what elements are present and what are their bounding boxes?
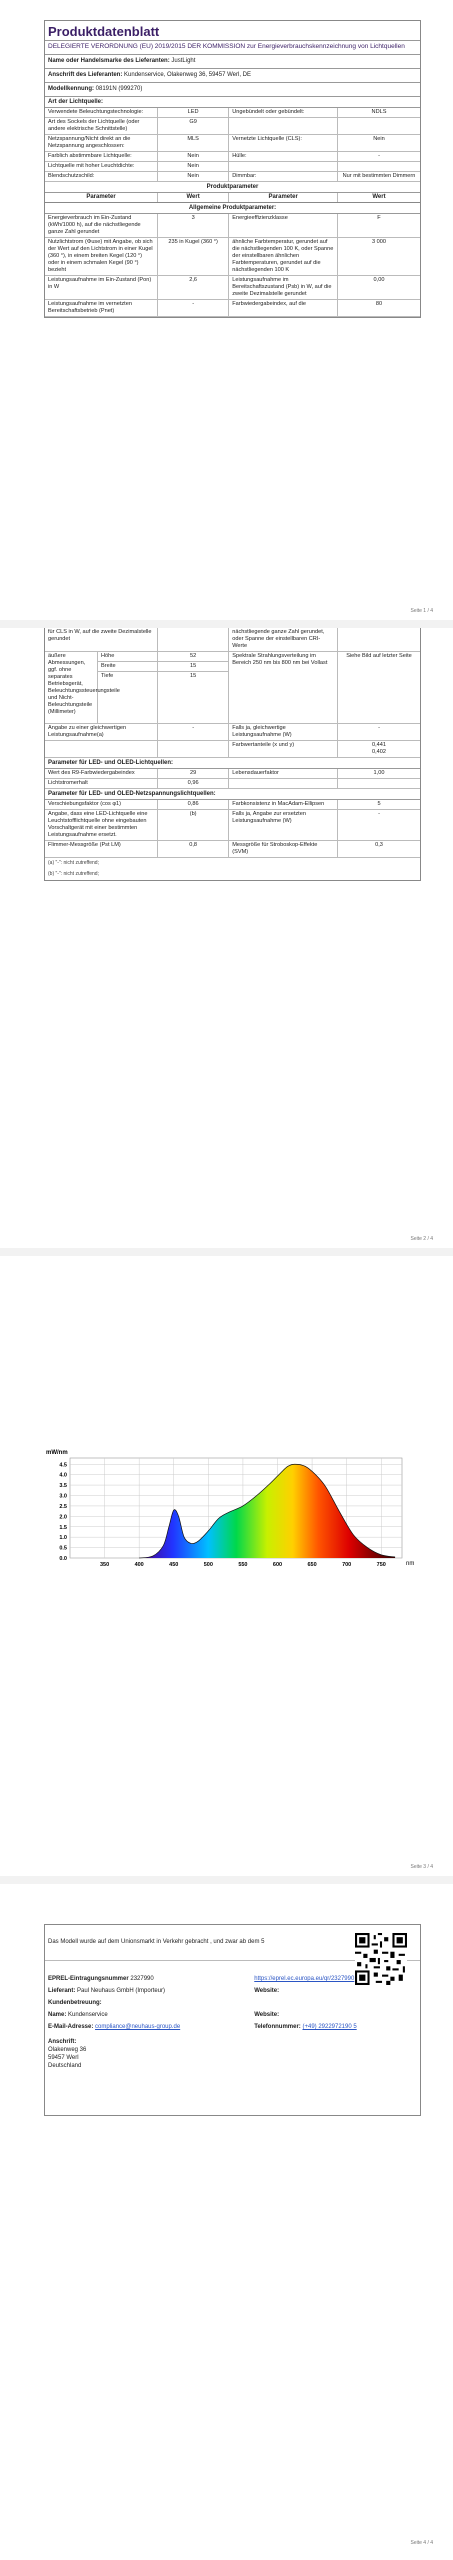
mains-params-heading: Parameter für LED- und OLED-Netzspannungslichtquellen: (45, 789, 420, 800)
type-row (45, 172, 420, 182)
param-value: - (338, 724, 421, 741)
led-param-row (45, 769, 420, 779)
page-3 (0, 1256, 453, 1876)
general-params-heading: Allgemeine Produktparameter: (45, 203, 420, 214)
param-label: Netzspannung/Nicht direkt an die Netzspannung angeschlossen: (45, 135, 158, 152)
market-intro: Das Modell wurde auf dem Unionsmarkt in Verkehr gebracht , und zwar ab dem 5 (45, 1925, 420, 1961)
datasheet-frame-continued (44, 628, 421, 881)
general-params-table (45, 214, 420, 317)
param-value (158, 628, 229, 652)
light-source-type-table (45, 108, 420, 182)
y-tick-label: 2.0 (59, 1514, 67, 1521)
datasheet-frame (44, 20, 421, 318)
param-label: Wert des R9-Farbwiedergabeindex (45, 769, 158, 779)
param-value: 0,00 (338, 276, 421, 300)
x-tick-label: 350 (99, 1562, 110, 1568)
param-label: Farbwertanteile (x und y) (229, 741, 338, 758)
param-label (229, 779, 338, 789)
param-label: nächstliegende ganze Zahl gerundet, oder Spanne der einstellbaren CRI-Werte (229, 628, 338, 652)
page-number: Seite 3 / 4 (410, 1864, 433, 1870)
phone-link[interactable]: (+49) 2922972190 5 (302, 2024, 357, 2030)
type-row (45, 162, 420, 172)
param-label: Energieeffizienzklasse (229, 214, 338, 238)
type-row (45, 135, 420, 152)
param-label: Vernetzte Lichtquelle (CLS): (229, 135, 338, 152)
y-tick-label: 4.0 (59, 1472, 67, 1479)
dimensions-table (45, 652, 420, 724)
supplier-name-line: Name oder Handelsmarke des Lieferanten: JustLight (45, 55, 420, 69)
params-header-row: Parameter Wert Parameter Wert (45, 193, 420, 203)
x-tick-label: 600 (272, 1562, 283, 1568)
general-param-row (45, 276, 420, 300)
param-label (229, 118, 338, 135)
param-label: Energieverbrauch im Ein-Zustand (kWh/1000 h), auf die nächstliegende ganze Zahl gerundet (45, 214, 158, 238)
mains-params-table (45, 800, 420, 858)
param-label: Farbwiedergabeindex, auf die (229, 300, 338, 317)
light-source-type-heading: Art der Lichtquelle: (45, 97, 420, 108)
service-name-value: Kundenservice (68, 2012, 108, 2018)
equivalent-row (45, 724, 420, 741)
eprel-row: EPREL-Eintragungsnummer 2327990 https://eprel.ec.europa.eu/qr/2327990 (48, 1976, 355, 1982)
param-label: Flimmer-Messgröße (Pst LM) (45, 841, 158, 858)
page-number: Seite 1 / 4 (410, 608, 433, 614)
param-label: Art des Sockels der Lichtquelle (oder andere elektrische Schnittstelle) (45, 118, 158, 135)
param-label: Lichtquelle mit hoher Leuchtdichte: (45, 162, 158, 172)
param-value (338, 162, 421, 172)
param-value: 3 000 (338, 238, 421, 276)
general-param-row (45, 300, 420, 317)
param-value: Nein (158, 172, 229, 182)
param-label: Angabe zu einer gleichwertigen Leistungsaufnahme(a) (45, 724, 158, 741)
param-label: Falls ja, Angabe zur ersetzten Leistungsaufnahme (W) (229, 810, 338, 841)
x-tick-label: 400 (134, 1562, 144, 1568)
param-value: 0,441 0,402 (338, 741, 421, 758)
param-label (45, 741, 158, 758)
y-tick-label: 3.5 (59, 1483, 67, 1490)
type-row (45, 152, 420, 162)
general-param-row (45, 238, 420, 276)
y-axis-label: mW/nm (46, 1450, 68, 1456)
x-tick-label: 550 (238, 1562, 248, 1568)
x-tick-label: 750 (376, 1562, 386, 1568)
supplier-row: Lieferant: Paul Neuhaus GmbH (Importeur) Website: (48, 1988, 280, 1994)
eprel-link[interactable]: https://eprel.ec.europa.eu/qr/2327990 (254, 1976, 355, 1982)
params-heading: Produktparameter (45, 182, 420, 193)
param-value (338, 628, 421, 652)
param-value: - (158, 724, 229, 741)
qr-code-icon[interactable] (355, 1933, 407, 1985)
address-line-2: 59457 Werl (48, 2055, 79, 2061)
registration-frame (44, 1924, 421, 2116)
param-label: Dimmbar: (229, 172, 338, 182)
param-value: 29 (158, 769, 229, 779)
service-row: Kundenbetreuung: (48, 2000, 102, 2006)
spectral-value: Siehe Bild auf letzter Seite (338, 652, 421, 724)
x-tick-label: 700 (342, 1562, 352, 1568)
param-label: Blendschutzschild: (45, 172, 158, 182)
address-row: Anschrift: Olakenweg 36 59457 Werl Deutschland (45, 2032, 420, 2071)
param-value: F (338, 214, 421, 238)
page-number: Seite 2 / 4 (410, 1236, 433, 1242)
y-tick-label: 1.5 (59, 1524, 67, 1531)
param-value: NDLS (338, 108, 421, 118)
param-label: Nutzlichtstrom (Φuse) mit Angabe, ob sich der Wert auf den Lichtstrom in einer Kugel (360 °), in einem breiten Kegel (120 °) oder in einem schmalen Kegel (90 °) bezieht (45, 238, 158, 276)
dimensions-label: äußere Abmessungen, ggf. ohne separates Betriebsgerät, Beleuchtungssteuerungsteile und Nicht-Beleuchtungsteile (Millimeter) (45, 652, 98, 724)
param-value: 0,8 (158, 841, 229, 858)
y-tick-label: 2.5 (59, 1503, 67, 1510)
param-label: Lebensdauerfaktor (229, 769, 338, 779)
param-value: LED (158, 108, 229, 118)
spectral-label: Spektrale Strahlungsverteilung im Bereich 250 nm bis 800 nm bei Vollast (229, 652, 338, 724)
param-value: Nur mit bestimmten Dimmern (338, 172, 421, 182)
page-number: Seite 4 / 4 (410, 2540, 433, 2546)
param-value: MLS (158, 135, 229, 152)
x-axis-label: nm (406, 1561, 415, 1567)
param-value: - (158, 300, 229, 317)
param-value: 235 in Kugel (360 °) (158, 238, 229, 276)
led-param-row (45, 779, 420, 789)
y-tick-label: 1.0 (59, 1535, 67, 1542)
param-label: Verwendete Beleuchtungstechnologie: (45, 108, 158, 118)
param-value: 3 (158, 214, 229, 238)
y-tick-label: 3.0 (59, 1493, 67, 1500)
led-params-table (45, 769, 420, 789)
footnote-a: (a) "-": nicht zutreffend; (48, 860, 99, 866)
led-params-heading: Parameter für LED- und OLED-Lichtquellen: (45, 758, 420, 769)
param-value: Nein (158, 152, 229, 162)
param-label: Angabe, dass eine LED-Lichtquelle eine Leuchtstofflichtquelle ohne eingebauten Vorschaltgerät mit einer bestimmten Leistungsaufnahme ersetzt. (45, 810, 158, 841)
mains-param-row (45, 810, 420, 841)
mains-param-row (45, 841, 420, 858)
page-title: Produktdatenblatt (45, 21, 420, 41)
param-value: 0,3 (338, 841, 421, 858)
x-tick-label: 650 (307, 1562, 317, 1568)
param-value: 5 (338, 800, 421, 810)
address-line-3: Deutschland (48, 2063, 82, 2069)
name-row: Name: Kundenservice Website: (48, 2012, 280, 2018)
continued-param-row (45, 628, 420, 652)
spectral-chart (44, 1446, 419, 1591)
contact-row: E-Mail-Adresse: compliance@neuhaus-group.de Telefonnummer: (+49) 2922972190 5 (48, 2024, 357, 2030)
param-label: Leistungsaufnahme im vernetzten Bereitschaftsbetrieb (Pnet) (45, 300, 158, 317)
param-value: 2,6 (158, 276, 229, 300)
param-label: für CLS in W, auf die zweite Dezimalstelle gerundet (45, 628, 158, 652)
param-value: Nein (158, 162, 229, 172)
equivalent-row (45, 741, 420, 758)
mains-param-row (45, 800, 420, 810)
param-value (338, 118, 421, 135)
type-row (45, 108, 420, 118)
footnote-b: (b) "-": nicht zutreffend; (48, 871, 99, 877)
supplier-address-line: Anschrift des Lieferanten: Kundenservice, Olakenweg 36, 59457 Werl, DE (45, 69, 420, 83)
eprel-number: 2327990 (130, 1976, 154, 1982)
param-label: ähnliche Farbtemperatur, gerundet auf die nächstliegenden 100 K, oder Spanne der einstellbaren ähnlichen Farbtemperaturen, gerundet auf die nächstliegenden 100 K (229, 238, 338, 276)
type-row (45, 118, 420, 135)
param-label: Lichtstromerhalt (45, 779, 158, 789)
param-value: Nein (338, 135, 421, 152)
dimension-row-depth: Tiefe 15 (45, 672, 420, 724)
dimension-row-height: äußere Abmessungen, ggf. ohne separates Betriebsgerät, Beleuchtungssteuerungsteile und Nicht-Beleuchtungsteile (Millimeter) Höhe 52 Spektrale Strahlungsverteilung im Bereich 250 nm bis 800 nm bei Vollast Siehe Bild auf letzter Seite (45, 652, 420, 662)
param-label: Messgröße für Stroboskop-Effekte (SVM) (229, 841, 338, 858)
page-2 (0, 628, 453, 1248)
continued-params-table (45, 628, 420, 652)
general-param-row (45, 214, 420, 238)
y-tick-label: 0.0 (59, 1556, 67, 1562)
param-value: 0,96 (158, 779, 229, 789)
param-label: Falls ja, gleichwertige Leistungsaufnahme (W) (229, 724, 338, 741)
supplier-value: Paul Neuhaus GmbH (Importeur) (77, 1988, 166, 1994)
x-tick-label: 450 (169, 1562, 179, 1568)
address-line-1: Olakenweg 36 (48, 2047, 87, 2053)
param-label: Verschiebungsfaktor (cos φ1) (45, 800, 158, 810)
y-tick-label: 4.5 (59, 1462, 67, 1469)
param-value: G9 (158, 118, 229, 135)
page-4 (0, 1884, 453, 2560)
param-value: (b) (158, 810, 229, 841)
param-label: Farbkonsistenz in MacAdam-Ellipsen (229, 800, 338, 810)
param-label: Ungebündelt oder gebündelt: (229, 108, 338, 118)
param-value: - (338, 152, 421, 162)
param-value: - (338, 810, 421, 841)
model-line: Modellkennung: 08191N (999270) (45, 83, 420, 97)
param-label: Farblich abstimmbare Lichtquelle: (45, 152, 158, 162)
regulation-subtitle: DELEGIERTE VERORDNUNG (EU) 2019/2015 DER KOMMISSION zur Energieverbrauchskennzeichnung von Lichtquellen (45, 41, 420, 55)
spectral-chart-svg (44, 1446, 419, 1591)
param-value (158, 741, 229, 758)
param-value: 80 (338, 300, 421, 317)
x-tick-label: 500 (203, 1562, 213, 1568)
param-value: 1,00 (338, 769, 421, 779)
param-label (229, 162, 338, 172)
equivalent-power-table (45, 724, 420, 758)
param-value (338, 779, 421, 789)
y-tick-label: 0.5 (59, 1545, 67, 1552)
param-label: Leistungsaufnahme im Ein-Zustand (Pon) in W (45, 276, 158, 300)
dimension-row-width: Breite 15 (45, 662, 420, 672)
email-link[interactable]: compliance@neuhaus-group.de (95, 2024, 181, 2030)
param-value: 0,86 (158, 800, 229, 810)
page-1 (0, 0, 453, 620)
param-label: Hülle: (229, 152, 338, 162)
param-label: Leistungsaufnahme im Bereitschaftszustand (Psb) in W, auf die zweite Dezimalstelle gerundet (229, 276, 338, 300)
params-header-table (45, 193, 420, 203)
registration-table (45, 1975, 420, 2071)
